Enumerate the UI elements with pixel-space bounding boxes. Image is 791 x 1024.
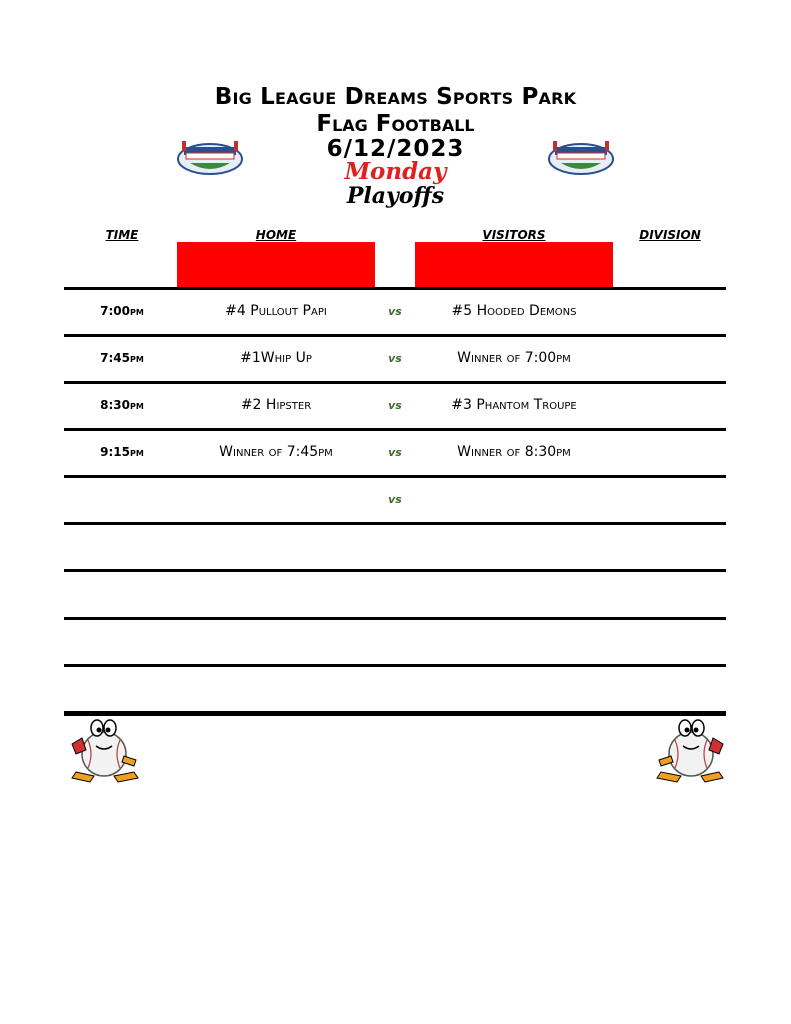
game-time: 9:15pm (100, 445, 144, 459)
stadium-logo-left (176, 139, 244, 177)
baseball-mascot-right-icon (651, 716, 731, 786)
row-divider (64, 475, 726, 478)
row-divider (64, 522, 726, 525)
column-header-time: TIME (105, 228, 139, 242)
row-divider (64, 428, 726, 431)
row-divider (64, 334, 726, 337)
table-bottom-border (64, 711, 726, 716)
column-header-home: HOME (255, 228, 297, 242)
game-time: 8:30pm (100, 398, 144, 412)
game-time: 7:45pm (100, 351, 144, 365)
visitor-team: #3 Phantom Troupe (451, 397, 577, 413)
stadium-logo-right (547, 139, 615, 177)
home-team: #1Whip Up (240, 350, 312, 366)
row-divider (64, 617, 726, 620)
game-date: 6/12/2023 (326, 136, 465, 162)
row-divider (64, 287, 726, 290)
vs-label: vs (388, 446, 402, 459)
column-header-visitors: VISITORS (482, 228, 546, 242)
home-team: #4 Pullout Papi (225, 303, 327, 319)
vs-label: vs (388, 399, 402, 412)
vs-label: vs (388, 352, 402, 365)
row-divider (64, 569, 726, 572)
baseball-mascot-left-icon (64, 716, 144, 786)
column-header-division: DIVISION (639, 228, 701, 242)
home-team: #2 Hipster (240, 397, 312, 413)
vs-label: vs (388, 305, 402, 318)
visitor-team: Winner of 7:00pm (457, 350, 571, 366)
park-title: Big League Dreams Sports Park (214, 84, 577, 110)
visitor-team: #5 Hooded Demons (451, 303, 577, 319)
sport-title: Flag Football (316, 111, 475, 137)
vs-label: vs (388, 493, 402, 506)
home-header-box (177, 242, 375, 287)
visitor-team: Winner of 8:30pm (457, 444, 571, 460)
home-team: Winner of 7:45pm (219, 444, 333, 460)
row-divider (64, 381, 726, 384)
visitors-header-box (415, 242, 613, 287)
event-name: Playoffs (346, 183, 445, 209)
game-day: Monday (344, 158, 447, 185)
row-divider (64, 664, 726, 667)
game-time: 7:00pm (100, 304, 144, 318)
